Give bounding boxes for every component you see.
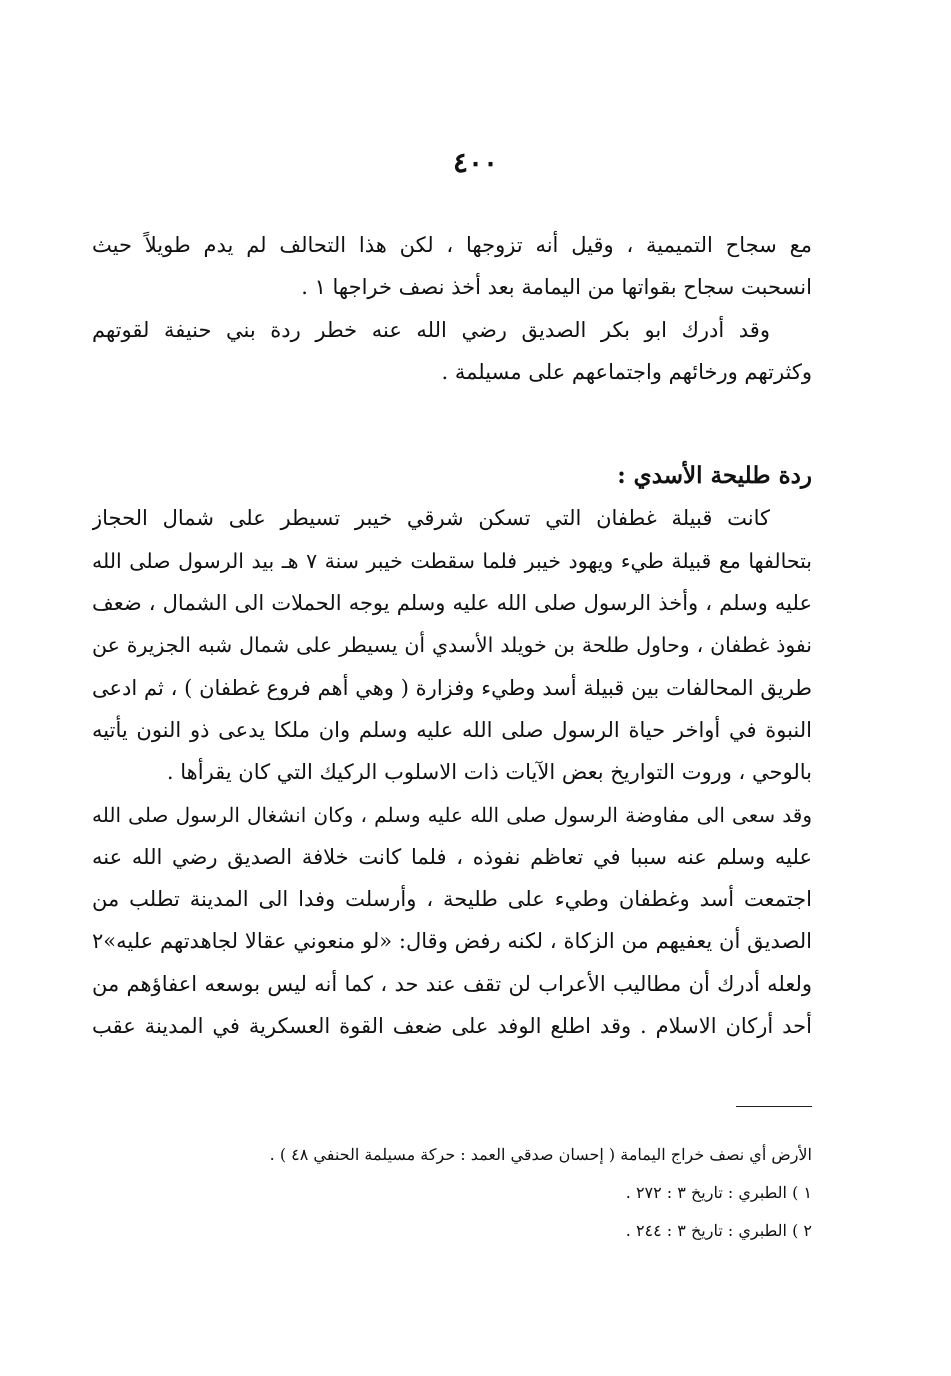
footnote-continuation: الأرض أي نصف خراج اليمامة ( إحسان صدقي العمد : حركة مسيلمة الحنفي ٤٨ ) . (269, 1145, 812, 1164)
footnote-divider (736, 1106, 812, 1107)
footnote-1: ١ ) الطبري : تاريخ ٣ : ٢٧٢ . (625, 1183, 812, 1202)
text-line: طريق المحالفات بين قبيلة أسد وطيء وفزارة ( وهي أهم فروع غطفان ) ، ثم ادعى (92, 675, 812, 700)
text-line: الصديق أن يعفيهم من الزكاة ، لكنه رفض وقال: «لو منعوني عقالا لجاهدتهم عليه»٢ (92, 929, 812, 954)
footnote-2: ٢ ) الطبري : تاريخ ٣ : ٢٤٤ . (625, 1221, 812, 1240)
section-heading: ردة طليحة الأسدي : (617, 462, 812, 490)
text-line: عليه وسلم ، وأخذ الرسول صلى الله عليه وسلم يوجه الحملات الى الشمال ، ضعف (92, 591, 812, 616)
text-line: النبوة في أواخر حياة الرسول صلى الله عليه وسلم وان ملكا يدعى ذو النون يأتيه (92, 717, 812, 742)
text-line: كانت قبيلة غطفان التي تسكن شرقي خيبر تسيطر على شمال الحجاز (92, 506, 770, 531)
text-line: وكثرتهم ورخائهم واجتماعهم على مسيلمة . (441, 359, 812, 384)
text-line: بتحالفها مع قبيلة طيء ويهود خيبر فلما سقطت خيبر سنة ٧ هـ بيد الرسول صلى الله (92, 548, 812, 573)
paragraph-1 (92, 224, 812, 309)
text-line: مع سجاح التميمية ، وقيل أنه تزوجها ، لكن هذا التحالف لم يدم طويلاً حيث (92, 233, 812, 257)
text-line: انسحبت سجاح بقواتها من اليمامة بعد أخذ نصف خراجها ١ . (301, 275, 812, 300)
text-line: ولعله أدرك أن مطاليب الأعراب لن تقف عند حد ، كما أنه ليس بوسعه اعفاؤهم من (92, 971, 812, 996)
paragraph-2 (92, 309, 812, 394)
page-number: ٤٠٠ (452, 146, 499, 179)
paragraph-4 (92, 794, 812, 1048)
footnotes (100, 1136, 812, 1250)
text-line: نفوذ غطفان ، وحاول طلحة بن خويلد الأسدي أن يسيطر على شمال شبه الجزيرة عن (92, 633, 812, 658)
section-gap (92, 393, 812, 455)
text-line: عليه وسلم عنه سببا في تعاظم نفوذه ، فلما كانت خلافة الصديق رضي الله عنه (92, 844, 812, 869)
text-line: أحد أركان الاسلام . وقد اطلع الوفد على ضعف القوة العسكرية في المدينة عقب (92, 1014, 812, 1039)
text-line: وقد سعى الى مفاوضة الرسول صلى الله عليه وسلم ، وكان انشغال الرسول صلى الله (92, 802, 812, 827)
text-line: اجتمعت أسد وغطفان وطيء على طليحة ، وأرسلت وفدا الى المدينة تطلب من (92, 887, 812, 912)
paragraph-3 (92, 497, 812, 793)
text-line: بالوحي ، وروت التواريخ بعض الآيات ذات الاسلوب الركيك التي كان يقرأها . (166, 760, 812, 785)
main-text (92, 224, 812, 1047)
text-line: وقد أدرك ابو بكر الصديق رضي الله عنه خطر ردة بني حنيفة لقوتهم (92, 317, 770, 342)
